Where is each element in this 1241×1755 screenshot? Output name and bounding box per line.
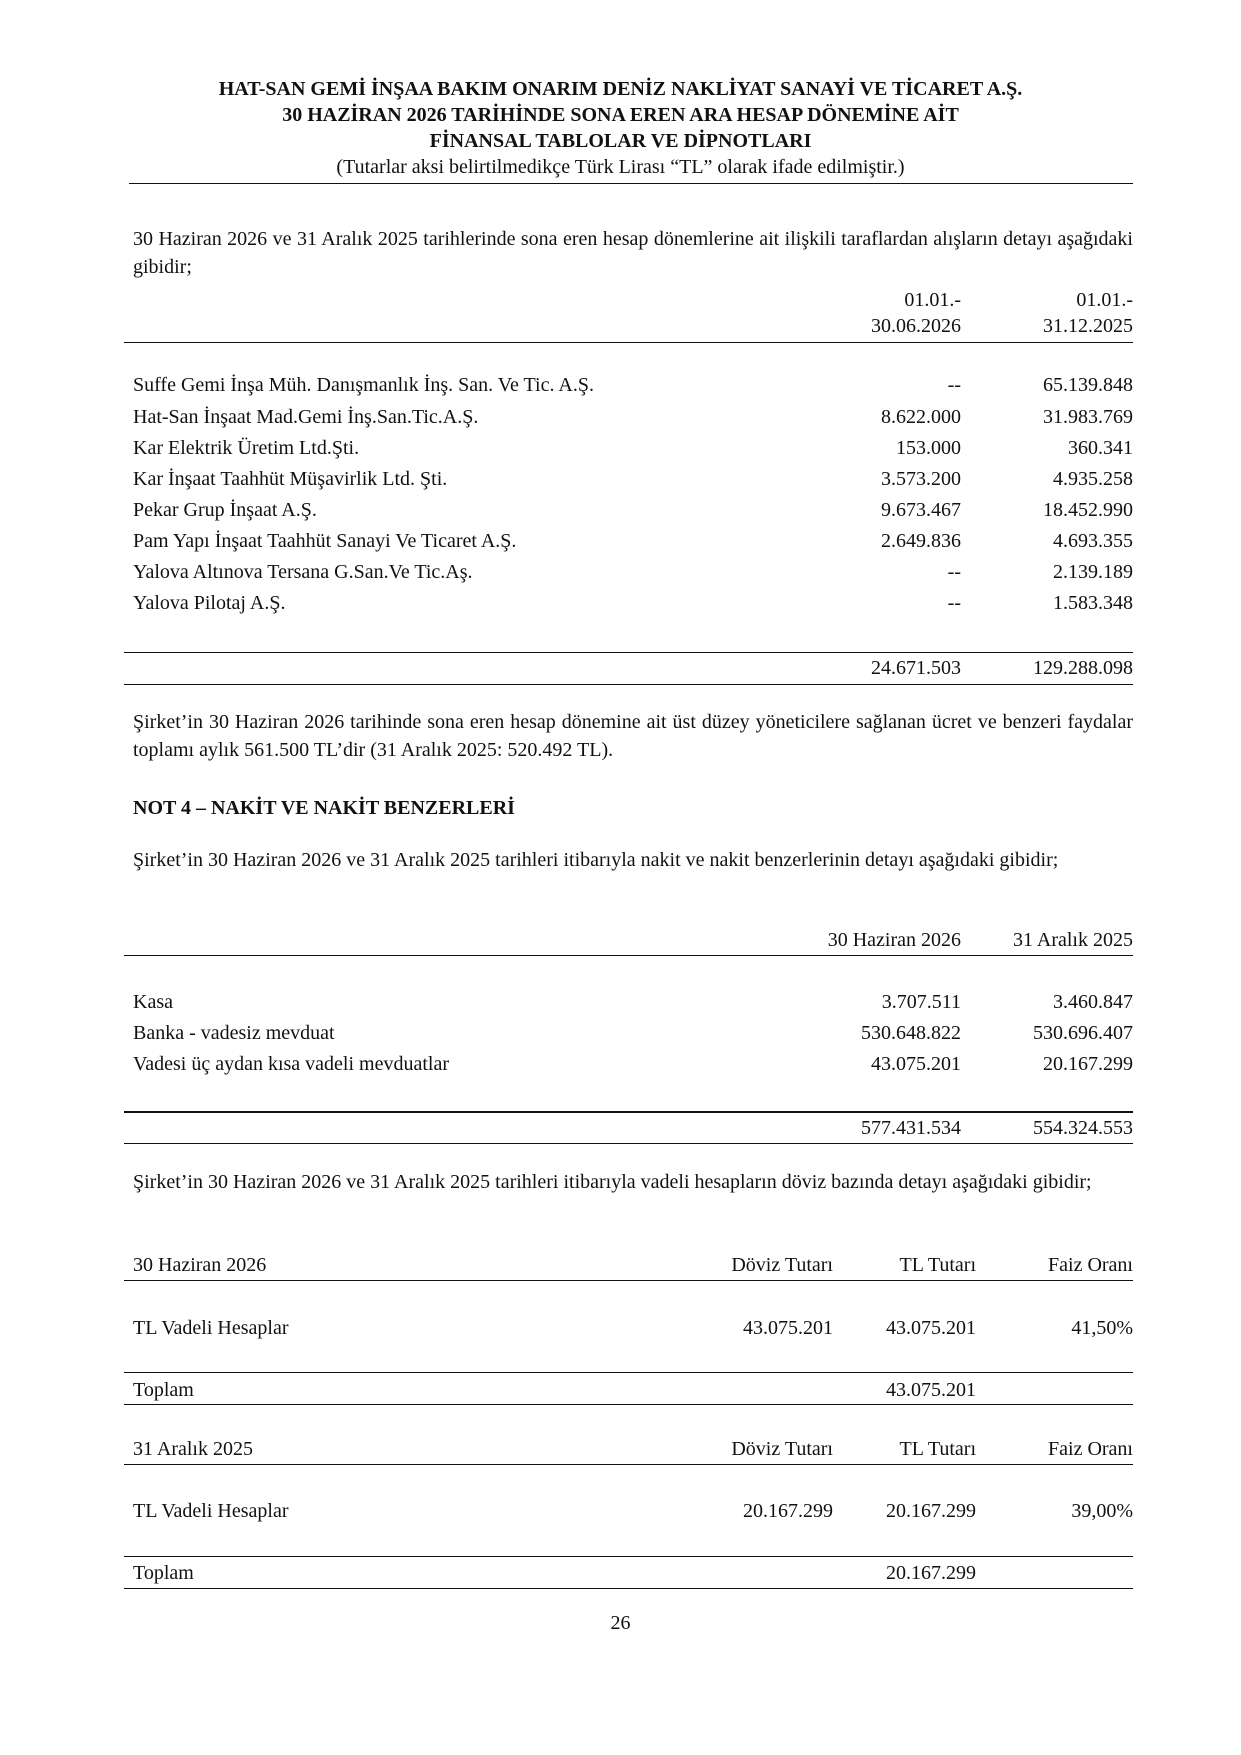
- cash-header-rule: [124, 955, 1133, 956]
- row-value-tl: 20.167.299: [886, 1500, 976, 1522]
- purchases-total-rule-bottom: [124, 684, 1133, 685]
- row-value-2026: --: [947, 561, 961, 583]
- row-label: Kar Elektrik Üretim Ltd.Şti.: [133, 437, 360, 459]
- row-label: Kasa: [133, 991, 173, 1013]
- page-number: 26: [610, 1612, 631, 1634]
- row-label: Pekar Grup İnşaat A.Ş.: [133, 499, 317, 521]
- deposits-intro: Şirket’in 30 Haziran 2026 ve 31 Aralık 2025 tarihleri itibarıyla vadeli hesapların döviz bazında detayı aşağıdaki gibidir;: [133, 1171, 1092, 1193]
- purchases-col1-line2: 30.06.2026: [871, 315, 961, 337]
- row-value-2026: 2.649.836: [881, 530, 961, 552]
- deposits-table1-header-rule: [124, 1280, 1133, 1281]
- purchases-header-rule: [124, 342, 1133, 343]
- row-value-currency: 43.075.201: [743, 1317, 833, 1339]
- row-label: Pam Yapı İnşaat Taahhüt Sanayi Ve Ticaret A.Ş.: [133, 530, 517, 552]
- deposits-table1-total-rule-bottom: [124, 1404, 1133, 1405]
- row-value-rate: 41,50%: [1071, 1317, 1133, 1339]
- note4-intro: Şirket’in 30 Haziran 2026 ve 31 Aralık 2025 tarihleri itibarıyla nakit ve nakit benzerlerinin detayı aşağıdaki gibidir;: [133, 849, 1059, 871]
- row-value-currency: 20.167.299: [743, 1500, 833, 1522]
- row-label: Banka - vadesiz mevduat: [133, 1022, 335, 1044]
- row-value-2025: 31.983.769: [1043, 406, 1133, 428]
- row-label: Kar İnşaat Taahhüt Müşavirlik Ltd. Şti.: [133, 468, 448, 490]
- document-header: [100, 76, 1141, 180]
- total-label: Toplam: [133, 1379, 194, 1401]
- statements-title: FİNANSAL TABLOLAR VE DİPNOTLARI: [429, 130, 812, 152]
- row-value-rate: 39,00%: [1071, 1500, 1133, 1522]
- deposits-table2-total-rule-bottom: [124, 1588, 1133, 1589]
- cash-col2-header: 31 Aralık 2025: [1013, 929, 1133, 951]
- note4-heading: NOT 4 – NAKİT VE NAKİT BENZERLERİ: [133, 797, 515, 819]
- total-value: 20.167.299: [886, 1562, 976, 1584]
- table-row: [133, 561, 1133, 591]
- compensation-paragraph: Şirket’in 30 Haziran 2026 tarihinde sona eren hesap dönemine ait üst düzey yöneticilere sağlanan ücret ve benzeri faydalar toplamı aylık 561.500 TL’dir (31 Aralık 2025: 520.492 TL).: [133, 711, 1133, 761]
- row-value-2025: 1.583.348: [1053, 592, 1133, 614]
- purchases-total-rule-top: [124, 652, 1133, 653]
- purchases-total-row: [133, 657, 1133, 687]
- table-row: [133, 468, 1133, 498]
- row-label: Hat-San İnşaat Mad.Gemi İnş.San.Tic.A.Ş.: [133, 406, 479, 428]
- deposits-table2-total-rule-top: [124, 1556, 1133, 1557]
- table-row: [133, 530, 1133, 560]
- row-value-2025: 18.452.990: [1043, 499, 1133, 521]
- row-label: Yalova Pilotaj A.Ş.: [133, 592, 286, 614]
- total-label: Toplam: [133, 1562, 194, 1584]
- row-value-2025: 4.693.355: [1053, 530, 1133, 552]
- table-row: [133, 437, 1133, 467]
- deposits-table2-col-currency: Döviz Tutarı: [731, 1438, 833, 1460]
- deposits-table2-period: 31 Aralık 2025: [133, 1438, 253, 1460]
- row-value-2026: --: [947, 374, 961, 396]
- row-label: TL Vadeli Hesaplar: [133, 1500, 289, 1522]
- purchases-total-2025: 129.288.098: [1033, 657, 1133, 679]
- row-label: Yalova Altınova Tersana G.San.Ve Tic.Aş.: [133, 561, 473, 583]
- deposits-table1-col-tl: TL Tutarı: [899, 1254, 976, 1276]
- period-title: 30 HAZİRAN 2026 TARİHİNDE SONA EREN ARA HESAP DÖNEMİNE AİT: [282, 104, 959, 126]
- row-label: Vadesi üç aydan kısa vadeli mevduatlar: [133, 1053, 449, 1075]
- cash-total-rule-bottom: [124, 1143, 1133, 1144]
- table-row: [133, 374, 1133, 404]
- table-row: [133, 1500, 1133, 1530]
- row-value-2025: 3.460.847: [1053, 991, 1133, 1013]
- cash-col1-header: 30 Haziran 2026: [827, 929, 961, 951]
- row-value-2025: 65.139.848: [1043, 374, 1133, 396]
- deposits-table1-col-rate: Faiz Oranı: [1048, 1254, 1133, 1276]
- row-label: TL Vadeli Hesaplar: [133, 1317, 289, 1339]
- table-row: [133, 991, 1133, 1021]
- total-value: 43.075.201: [886, 1379, 976, 1401]
- row-label: Suffe Gemi İnşa Müh. Danışmanlık İnş. San. Ve Tic. A.Ş.: [133, 374, 594, 396]
- table-row: [133, 1317, 1133, 1347]
- row-value-2025: 360.341: [1068, 437, 1133, 459]
- row-value-tl: 43.075.201: [886, 1317, 976, 1339]
- company-name: HAT-SAN GEMİ İNŞAA BAKIM ONARIM DENİZ NAKLİYAT SANAYİ VE TİCARET A.Ş.: [218, 78, 1023, 100]
- table-row: [133, 1053, 1133, 1083]
- deposits-table2-col-rate: Faiz Oranı: [1048, 1438, 1133, 1460]
- row-value-2025: 530.696.407: [1033, 1022, 1133, 1044]
- row-value-2025: 20.167.299: [1043, 1053, 1133, 1075]
- deposits-table1-period: 30 Haziran 2026: [133, 1254, 267, 1276]
- deposits-table2-header-rule: [124, 1464, 1133, 1465]
- header-divider: [129, 183, 1133, 184]
- row-value-2026: --: [947, 592, 961, 614]
- row-value-2026: 3.573.200: [881, 468, 961, 490]
- deposits-table1-total-rule-top: [124, 1372, 1133, 1373]
- currency-note: (Tutarlar aksi belirtilmedikçe Türk Lirası “TL” olarak ifade edilmiştir.): [336, 156, 905, 178]
- cash-total-2025: 554.324.553: [1033, 1117, 1133, 1139]
- cash-total-rule-top: [124, 1111, 1133, 1113]
- row-value-2026: 3.707.511: [881, 991, 961, 1013]
- purchases-col1-line1: 01.01.-: [904, 289, 961, 311]
- deposits-table1-col-currency: Döviz Tutarı: [731, 1254, 833, 1276]
- purchases-total-2026: 24.671.503: [871, 657, 961, 679]
- purchases-col-header-2: [133, 315, 1133, 345]
- deposits-table2-col-tl: TL Tutarı: [899, 1438, 976, 1460]
- table-row: [133, 499, 1133, 529]
- row-value-2026: 9.673.467: [881, 499, 961, 521]
- table-row: [133, 592, 1133, 622]
- row-value-2026: 153.000: [896, 437, 961, 459]
- purchases-col2-line2: 31.12.2025: [1043, 315, 1133, 337]
- cash-total-2026: 577.431.534: [861, 1117, 961, 1139]
- row-value-2025: 2.139.189: [1053, 561, 1133, 583]
- table-row: [133, 1022, 1133, 1052]
- row-value-2026: 530.648.822: [861, 1022, 961, 1044]
- row-value-2025: 4.935.258: [1053, 468, 1133, 490]
- purchases-intro: 30 Haziran 2026 ve 31 Aralık 2025 tarihlerinde sona eren hesap dönemlerine ait ilişkili taraflardan alışların detayı aşağıdaki gibidir;: [133, 228, 1133, 278]
- table-row: [133, 406, 1133, 436]
- row-value-2026: 8.622.000: [881, 406, 961, 428]
- row-value-2026: 43.075.201: [871, 1053, 961, 1075]
- purchases-col2-line1: 01.01.-: [1076, 289, 1133, 311]
